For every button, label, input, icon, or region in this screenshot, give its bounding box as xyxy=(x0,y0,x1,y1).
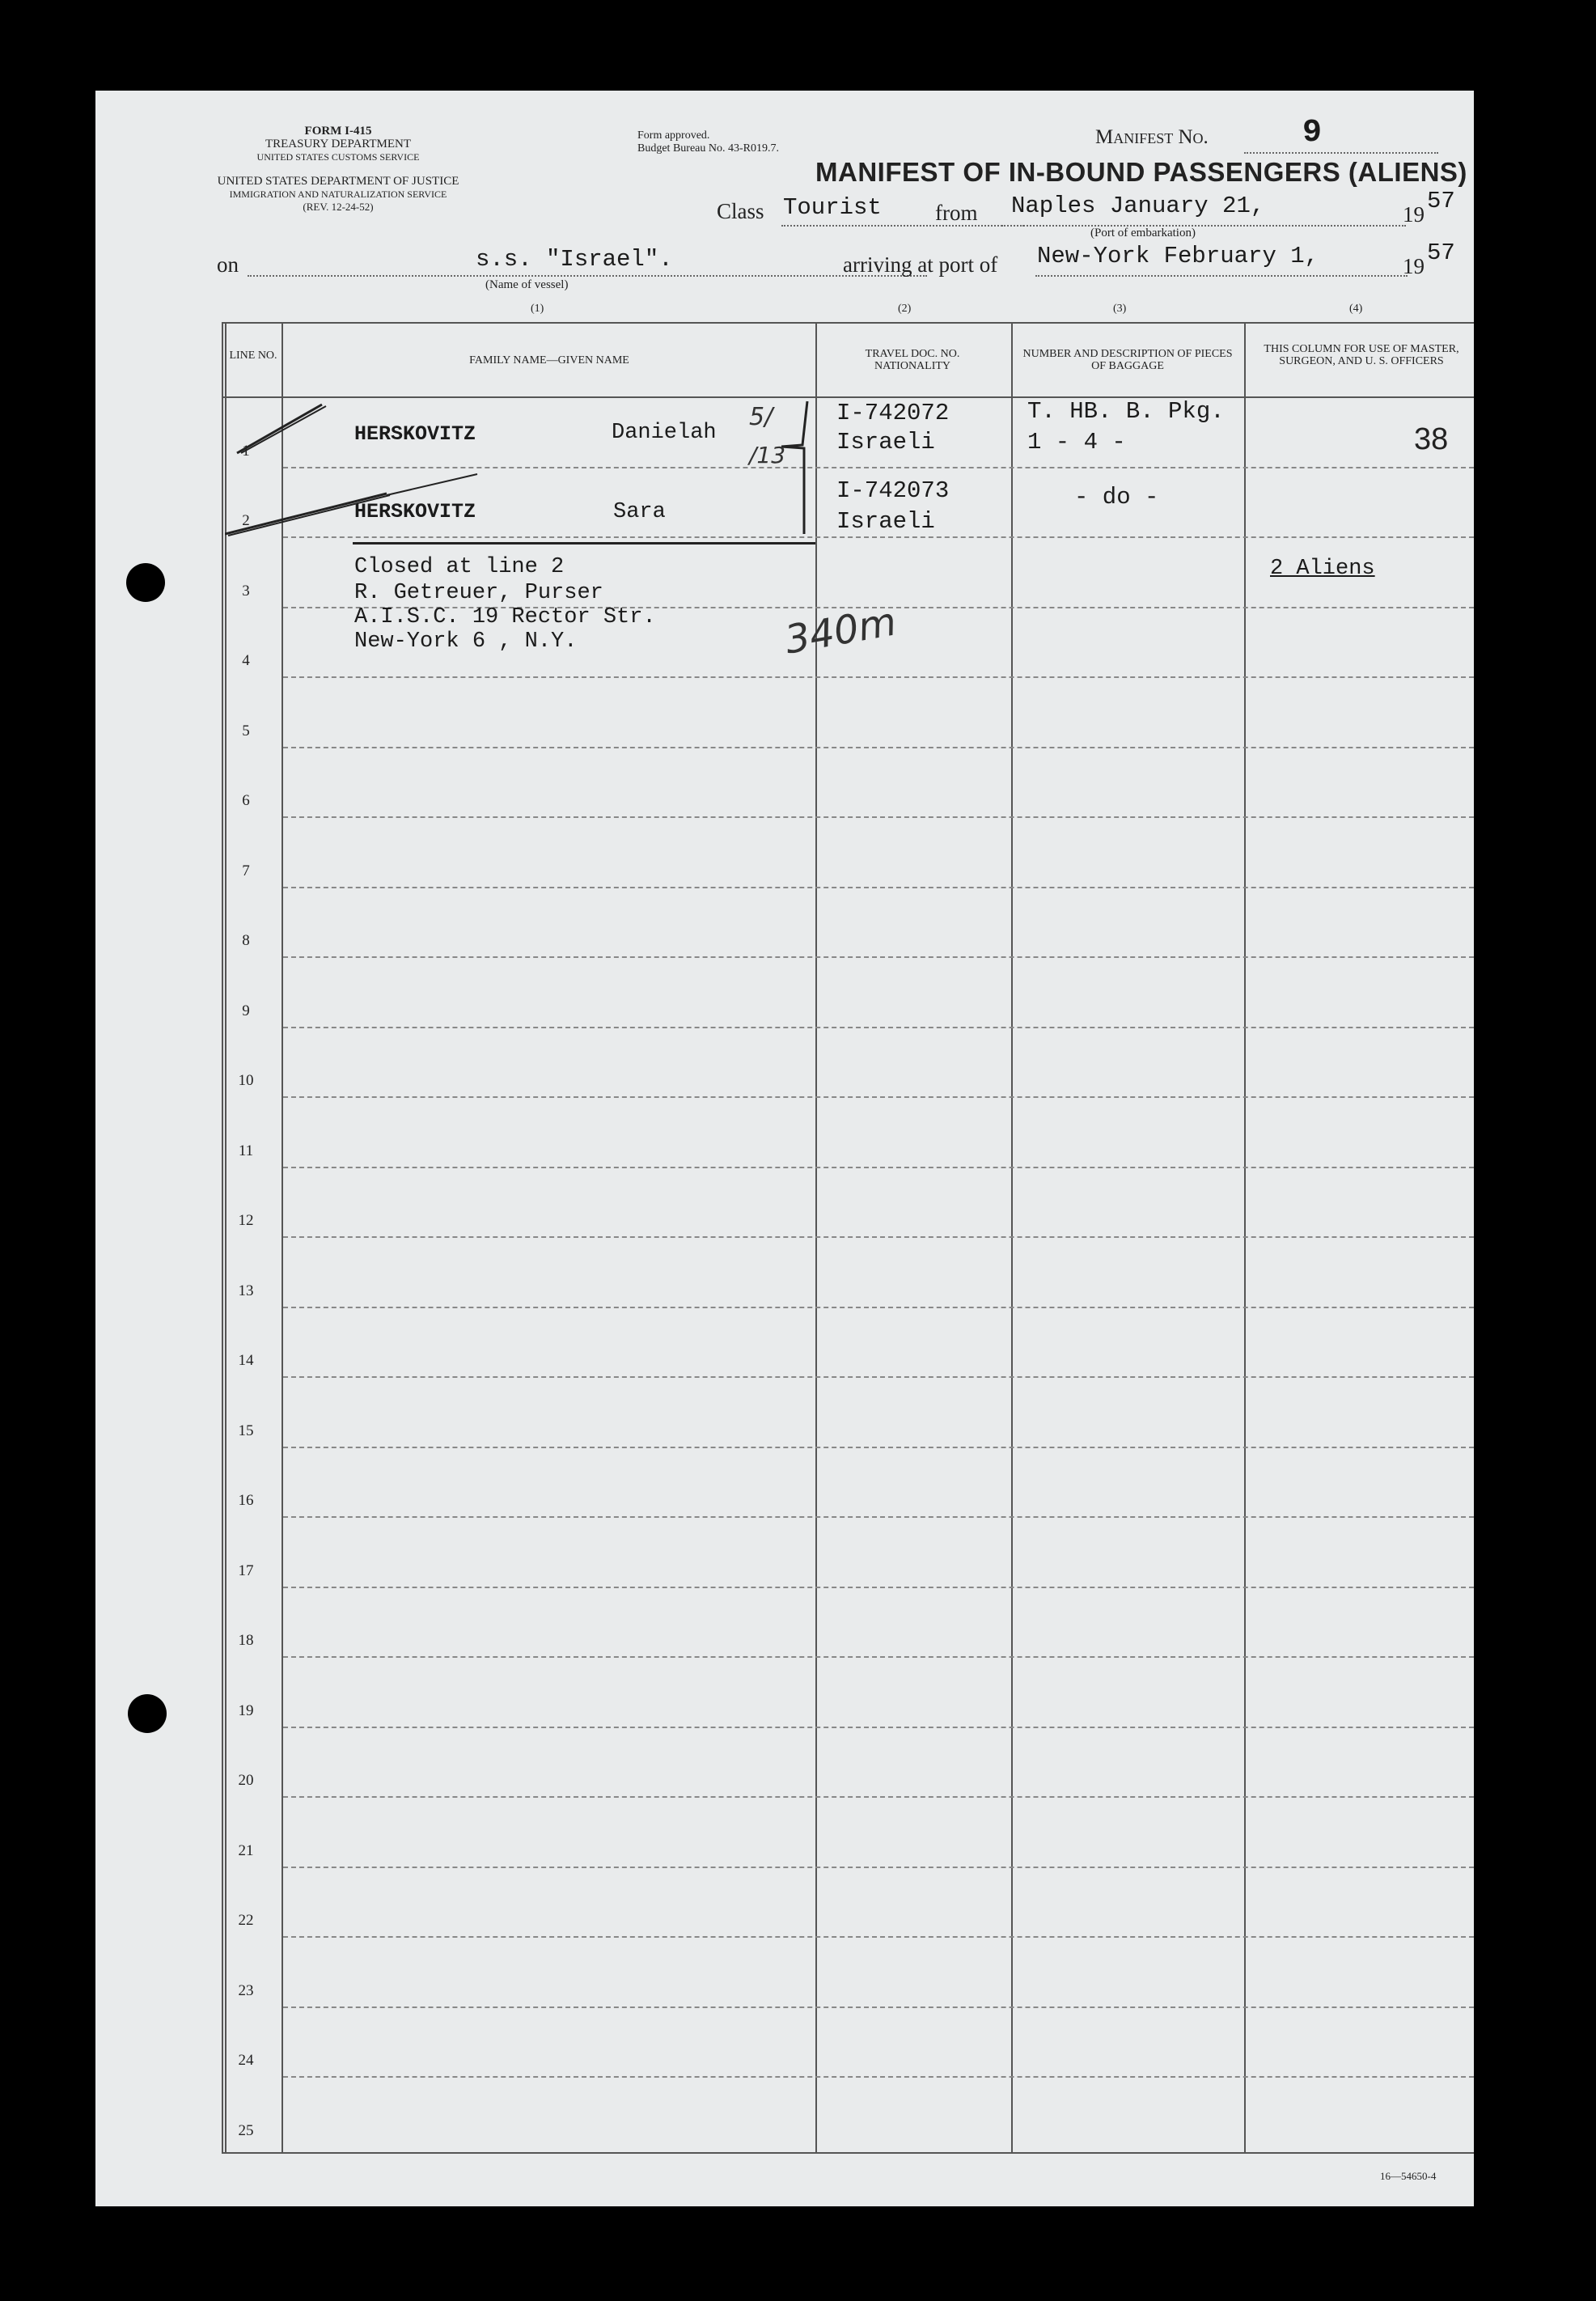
customs-service: UNITED STATES CUSTOMS SERVICE xyxy=(256,151,420,163)
line-number: 20 xyxy=(238,1772,254,1789)
line-number: 7 xyxy=(242,862,250,879)
line-number: 14 xyxy=(238,1352,254,1369)
col-num-2: (2) xyxy=(898,303,912,315)
line-number: 21 xyxy=(238,1841,254,1859)
year-value-1: 57 xyxy=(1427,188,1455,214)
handwritten-doc-note: 340m xyxy=(781,599,900,663)
manifest-page xyxy=(95,91,1474,2206)
line-number: 13 xyxy=(238,1282,254,1299)
revision-date: (REV. 12-24-52) xyxy=(303,201,374,213)
line-number: 2 xyxy=(242,512,250,529)
year-value-2: 57 xyxy=(1427,239,1455,266)
row-divider xyxy=(283,1516,1474,1518)
entry-1-nationality: Israeli xyxy=(836,429,935,456)
handwritten-marks xyxy=(225,396,921,550)
line-number: 4 xyxy=(242,652,250,669)
row-divider xyxy=(283,2076,1474,2078)
arrival-value: New-York February 1, xyxy=(1037,243,1319,269)
entry-1-given: Danielah xyxy=(612,421,717,445)
vessel-name: s.s. "Israel". xyxy=(476,246,673,273)
treasury-department: TREASURY DEPARTMENT xyxy=(265,138,412,150)
col-num-4: (4) xyxy=(1349,303,1363,315)
col-header-name: FAMILY NAME—GIVEN NAME xyxy=(469,354,629,367)
entry-2-given: Sara xyxy=(613,500,666,524)
line-number: 18 xyxy=(238,1632,254,1649)
class-rule xyxy=(781,225,1024,227)
line-number: 12 xyxy=(238,1212,254,1229)
line-number: 23 xyxy=(238,1981,254,1999)
year-prefix-2: 19 xyxy=(1403,254,1425,278)
entry-2-family: HERSKOVITZ xyxy=(354,500,476,523)
row-divider xyxy=(283,1027,1474,1028)
row-divider xyxy=(283,1727,1474,1728)
row-divider xyxy=(283,816,1474,818)
class-label: Class xyxy=(717,199,764,223)
row-divider xyxy=(283,1656,1474,1658)
col-num-1: (1) xyxy=(531,303,544,315)
entry-2-baggage: - do - xyxy=(1074,484,1159,511)
row-divider xyxy=(283,1096,1474,1098)
line-number: 5 xyxy=(242,722,250,739)
line-number: 25 xyxy=(238,2121,254,2139)
vessel-caption: (Name of vessel) xyxy=(485,278,569,291)
row-divider xyxy=(283,1167,1474,1168)
on-label: on xyxy=(217,252,239,277)
row-divider xyxy=(283,1376,1474,1378)
year-prefix-1: 19 xyxy=(1403,202,1425,227)
line-number: 19 xyxy=(238,1701,254,1719)
line-number: 22 xyxy=(238,1912,254,1929)
port-embark-caption: (Port of embarkation) xyxy=(1090,227,1196,239)
row-divider xyxy=(283,1447,1474,1448)
closing-line-4: New-York 6 , N.Y. xyxy=(354,629,578,654)
col-header-officers: THIS COLUMN FOR USE OF MASTER, SURGEON, AND U. S. OFFICERS xyxy=(1264,343,1459,367)
closing-line-2: R. Getreuer, Purser xyxy=(354,581,603,605)
form-approved: Form approved. xyxy=(637,129,710,142)
from-value: Naples January 21, xyxy=(1011,193,1265,219)
line-number: 6 xyxy=(242,792,250,809)
line-number: 16 xyxy=(238,1492,254,1509)
entry-1-baggage-desc: T. HB. B. Pkg. xyxy=(1027,398,1225,425)
manifest-no-rule xyxy=(1244,152,1438,154)
line-number: 9 xyxy=(242,1002,250,1019)
line-number: 3 xyxy=(242,582,250,600)
punch-hole-bottom xyxy=(128,1694,167,1733)
entry-1-officer-note: 38 xyxy=(1414,422,1449,456)
col-header-baggage: NUMBER AND DESCRIPTION OF PIECES OF BAGGAGE xyxy=(1022,348,1233,372)
line-number: 10 xyxy=(238,1072,254,1089)
line-number: 17 xyxy=(238,1562,254,1579)
entry-2-nationality: Israeli xyxy=(836,508,935,535)
justice-department: UNITED STATES DEPARTMENT OF JUSTICE xyxy=(217,175,459,188)
line-number: 24 xyxy=(238,2052,254,2069)
closing-line-3: A.I.S.C. 19 Rector Str. xyxy=(354,605,656,629)
budget-bureau: Budget Bureau No. 43-R019.7. xyxy=(637,142,779,155)
closing-rule xyxy=(353,542,815,545)
from-rule xyxy=(1001,225,1406,227)
handwritten-bracket-bottom: /13 xyxy=(749,442,786,468)
row-divider xyxy=(283,1796,1474,1798)
line-number: 1 xyxy=(242,442,250,460)
line-number: 11 xyxy=(238,1142,254,1159)
row-divider xyxy=(283,1867,1474,1868)
vessel-rule xyxy=(248,275,927,277)
arriving-label: arriving at port of xyxy=(843,252,998,277)
manifest-no-label: Manifest No. xyxy=(1095,126,1209,148)
class-value: Tourist xyxy=(783,194,882,221)
punch-hole-top xyxy=(126,563,165,602)
row-divider xyxy=(283,1236,1474,1238)
col-num-3: (3) xyxy=(1113,303,1127,315)
entry-2-doc: I-742073 xyxy=(836,477,950,504)
row-divider xyxy=(283,887,1474,888)
col-header-travel-doc: TRAVEL DOC. NO. NATIONALITY xyxy=(865,348,960,372)
entry-1-baggage-count: 1 - 4 - xyxy=(1027,429,1126,456)
row-divider xyxy=(283,1307,1474,1308)
row-divider xyxy=(283,676,1474,678)
row-divider xyxy=(283,1587,1474,1588)
ins-service: IMMIGRATION AND NATURALIZATION SERVICE xyxy=(229,189,447,200)
row-divider xyxy=(283,956,1474,958)
aliens-count: 2 Aliens xyxy=(1270,557,1375,581)
footer-code: 16—54650-4 xyxy=(1380,2170,1437,2182)
row-divider xyxy=(283,1936,1474,1938)
from-label: from xyxy=(935,201,978,225)
line-number: 15 xyxy=(238,1422,254,1439)
col-header-line-no: LINE NO. xyxy=(229,350,277,362)
closing-line-1: Closed at line 2 xyxy=(354,555,565,579)
arrival-rule xyxy=(1035,275,1408,277)
row-divider xyxy=(283,2006,1474,2008)
row-divider xyxy=(283,747,1474,748)
entry-1-family: HERSKOVITZ xyxy=(354,422,476,446)
form-number: FORM I-415 xyxy=(304,125,372,138)
manifest-title: MANIFEST OF IN-BOUND PASSENGERS (ALIENS) xyxy=(815,157,1467,187)
line-number: 8 xyxy=(242,932,250,949)
handwritten-bracket-top: 5/ xyxy=(749,403,773,431)
manifest-number: 9 xyxy=(1302,115,1323,151)
entry-1-doc: I-742072 xyxy=(836,400,950,426)
